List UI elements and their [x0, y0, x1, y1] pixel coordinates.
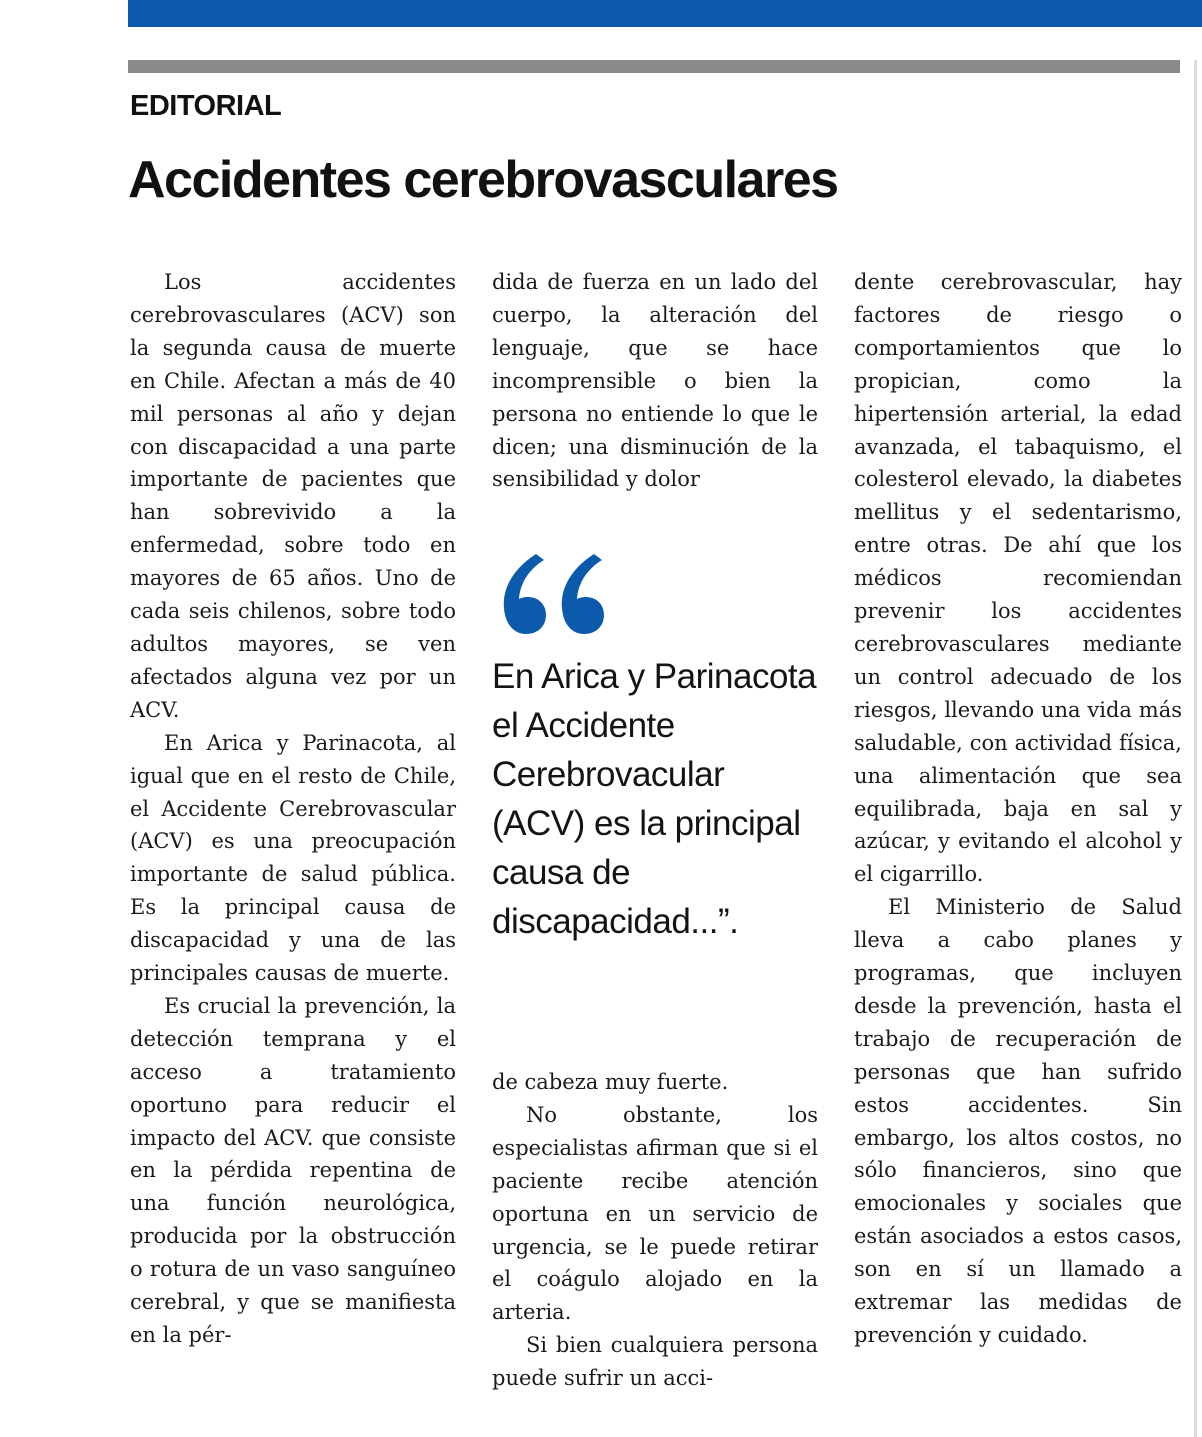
- paragraph: dente cerebrovascular, hay factores de riesgo o comportamientos que lo propician, como la hipertensión arterial, la edad avanzada, el tabaquismo, el colesterol elevado, la diabetes mellitus y el sedentarismo, entre otras. De ahí que los médicos recomiendan prevenir los accidentes cerebrovasculares mediante un control adecuado de los riesgos, llevando una vida más saludable, con actividad física, una alimentación que sea equilibrada, baja en sal y azúcar, y evitando el alcohol y el cigarrillo.: [854, 270, 1182, 887]
- article-column-2-top: [492, 266, 818, 496]
- quote-mark-icon: [496, 548, 616, 638]
- paragraph: En Arica y Parinacota, al igual que en el resto de Chile, el Accidente Cerebrovascular (ACV) es una preocupación importante de salud pública. Es la principal causa de discapacidad y una de las principales causas de muerte.: [130, 730, 456, 986]
- article-column-3: [854, 266, 1182, 1352]
- pull-quote: En Arica y Parinacota el Accidente Cerebrovacular (ACV) es la principal causa de discapacidad...”.: [492, 657, 817, 941]
- section-divider: [128, 60, 1180, 73]
- paragraph: No obstante, los especialistas afirman que si el paciente recibe atención oportuna en un servicio de urgencia, se le puede retirar el coágulo alojado en la arteria.: [492, 1102, 818, 1325]
- paragraph: dida de fuerza en un lado del cuerpo, la alteración del lenguaje, que se hace incomprensible o bien la persona no entiende lo que le dicen; una disminución de la sensibilidad y dolor: [492, 270, 818, 492]
- article-column-1: [130, 266, 456, 1352]
- header-accent-bar: [128, 0, 1202, 27]
- paragraph: Es crucial la prevención, la detección temprana y el acceso a tratamiento oportuno para reducir el impacto del ACV. que consiste en la pérdida repentina de una función neurológica, producida por la obstrucción o rotura de un vaso sanguíneo cerebral, y que se manifiesta en la pér-: [130, 993, 456, 1347]
- section-label: EDITORIAL: [130, 90, 282, 122]
- paragraph: de cabeza muy fuerte.: [492, 1070, 729, 1094]
- paragraph: Si bien cualquiera persona puede sufrir un acci-: [492, 1333, 818, 1391]
- paragraph: Los accidentes cerebrovasculares (ACV) son la segunda causa de muerte en Chile. Afectan a más de 40 mil personas al año y dejan con discapacidad a una parte importante de pacientes que han sobrevivido a la enfermedad, sobre todo en mayores de 65 años. Uno de cada seis chilenos, sobre todo adultos mayores, se ven afectados alguna vez por un ACV.: [130, 270, 456, 722]
- article-column-2-bottom: [492, 1066, 818, 1395]
- paragraph: El Ministerio de Salud lleva a cabo planes y programas, que incluyen desde la prevención, hasta el trabajo de recuperación de personas que han sufrido estos accidentes. Sin embargo, los altos costos, no sólo financieros, sino que emocionales y sociales que están asociados a estos casos, son en sí un llamado a extremar las medidas de prevención y cuidado.: [854, 895, 1182, 1347]
- headline: Accidentes cerebrovasculares: [128, 151, 838, 209]
- page-edge-rule: [1194, 60, 1197, 1437]
